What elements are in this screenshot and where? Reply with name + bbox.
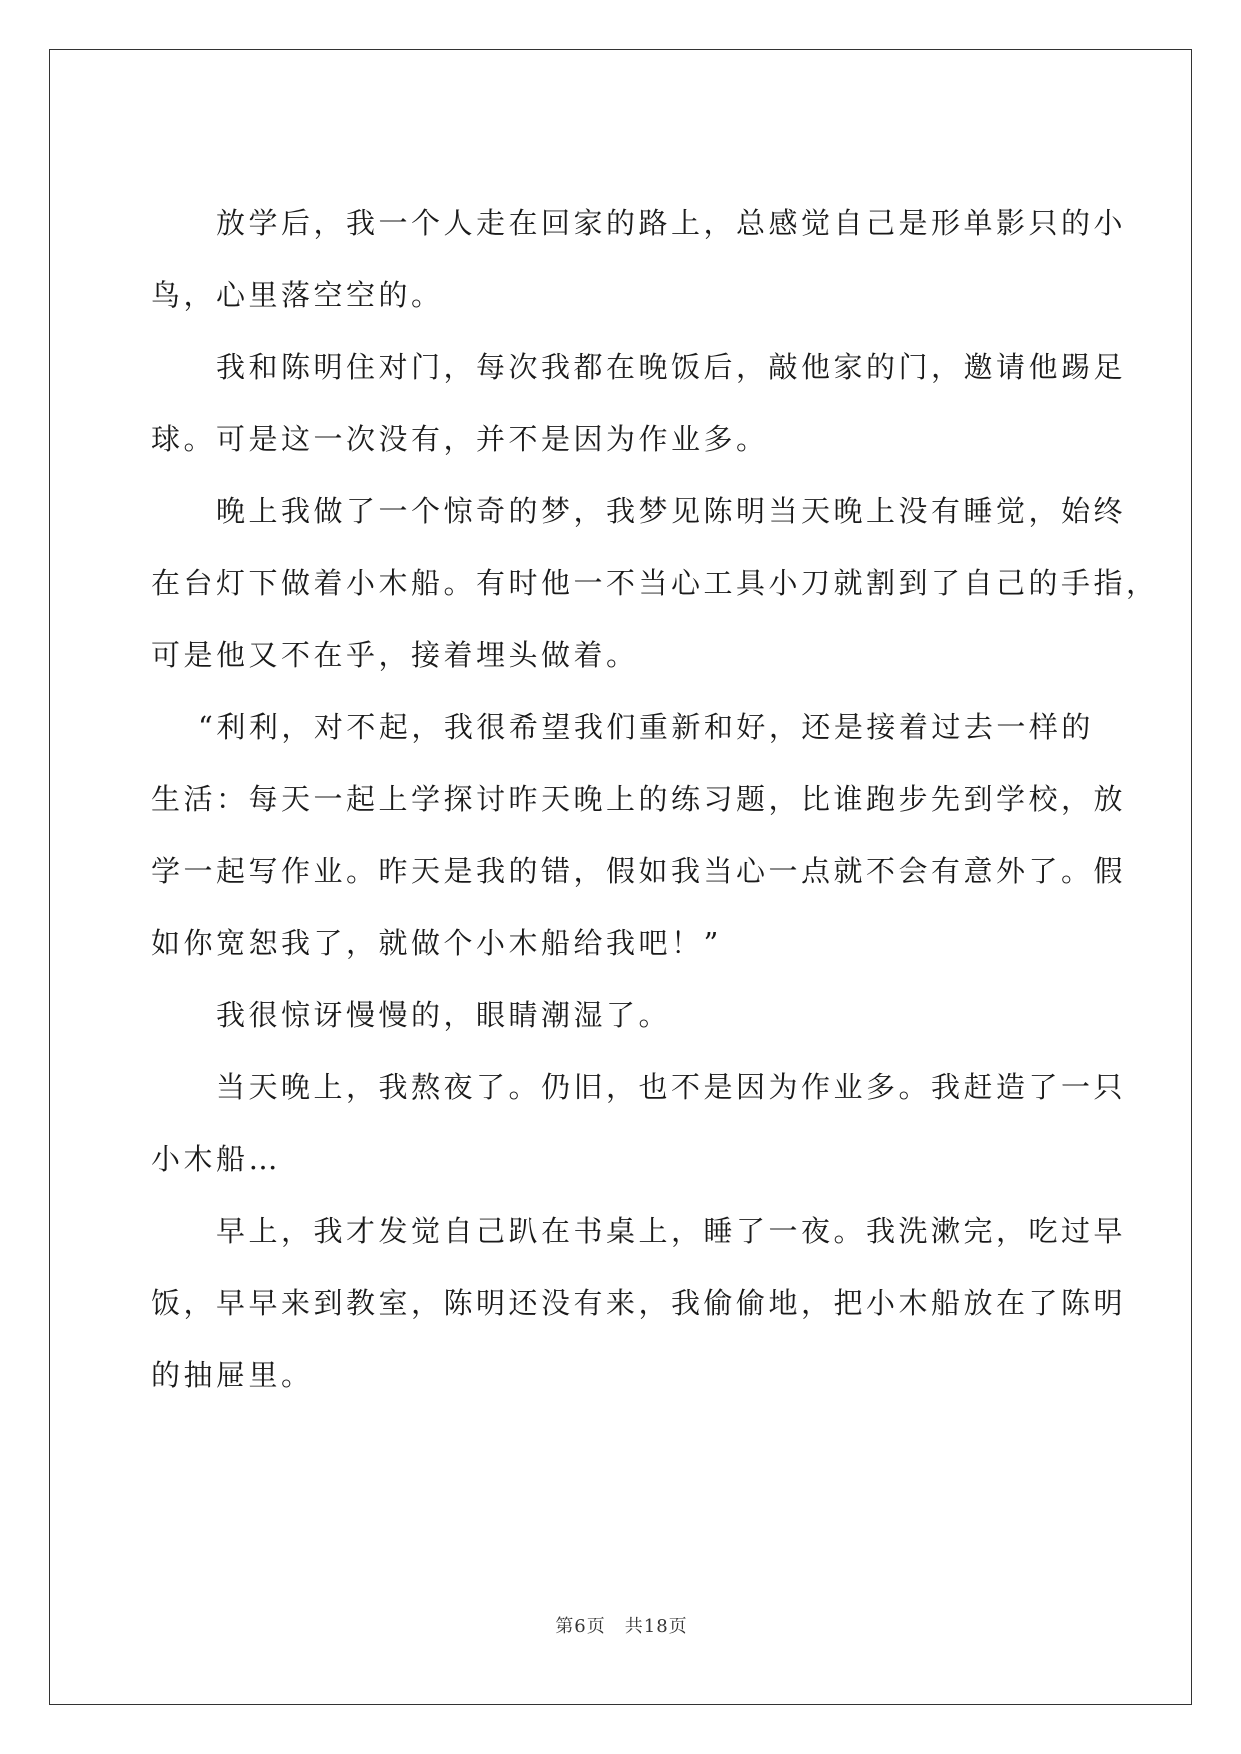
paragraph-2-line-1: 我和陈明住对门，每次我都在晚饭后，敲他家的门，邀请他踢足 [216, 350, 1127, 384]
page-number-footer: 第6页 共18页 [555, 1616, 688, 1637]
paragraph-3-line-1: 晚上我做了一个惊奇的梦，我梦见陈明当天晚上没有睡觉，始终 [216, 494, 1127, 528]
paragraph-7-line-2: 饭，早早来到教室，陈明还没有来，我偷偷地，把小木船放在了陈明 [151, 1286, 1127, 1320]
paragraph-6-line-1: 当天晚上，我熬夜了。仍旧，也不是因为作业多。我赶造了一只 [216, 1070, 1127, 1104]
paragraph-2-line-2: 球。可是这一次没有，并不是因为作业多。 [151, 422, 769, 456]
paragraph-1-line-1: 放学后，我一个人走在回家的路上，总感觉自己是形单影只的小 [216, 206, 1127, 240]
paragraph-4-line-2: 生活：每天一起上学探讨昨天晚上的练习题，比谁跑步先到学校，放 [151, 782, 1127, 816]
paragraph-3-line-3: 可是他又不在乎，接着埋头做着。 [151, 638, 639, 672]
paragraph-4-line-3: 学一起写作业。昨天是我的错，假如我当心一点就不会有意外了。假 [151, 854, 1127, 888]
paragraph-6-line-2: 小木船… [151, 1142, 282, 1176]
paragraph-5-line-1: 我很惊讶慢慢的，眼睛潮湿了。 [216, 998, 672, 1032]
page-frame [49, 49, 1192, 1705]
paragraph-7-line-3: 的抽屉里。 [151, 1358, 314, 1392]
paragraph-1-line-2: 鸟，心里落空空的。 [151, 278, 444, 312]
paragraph-3-line-2: 在台灯下做着小木船。有时他一不当心工具小刀就割到了自己的手指， [151, 566, 1159, 600]
paragraph-4-line-4: 如你宽恕我了，就做个小木船给我吧！” [151, 926, 722, 960]
paragraph-4-line-1: “利利，对不起，我很希望我们重新和好，还是接着过去一样的 [198, 710, 1094, 744]
paragraph-7-line-1: 早上，我才发觉自己趴在书桌上，睡了一夜。我洗漱完，吃过早 [216, 1214, 1127, 1248]
